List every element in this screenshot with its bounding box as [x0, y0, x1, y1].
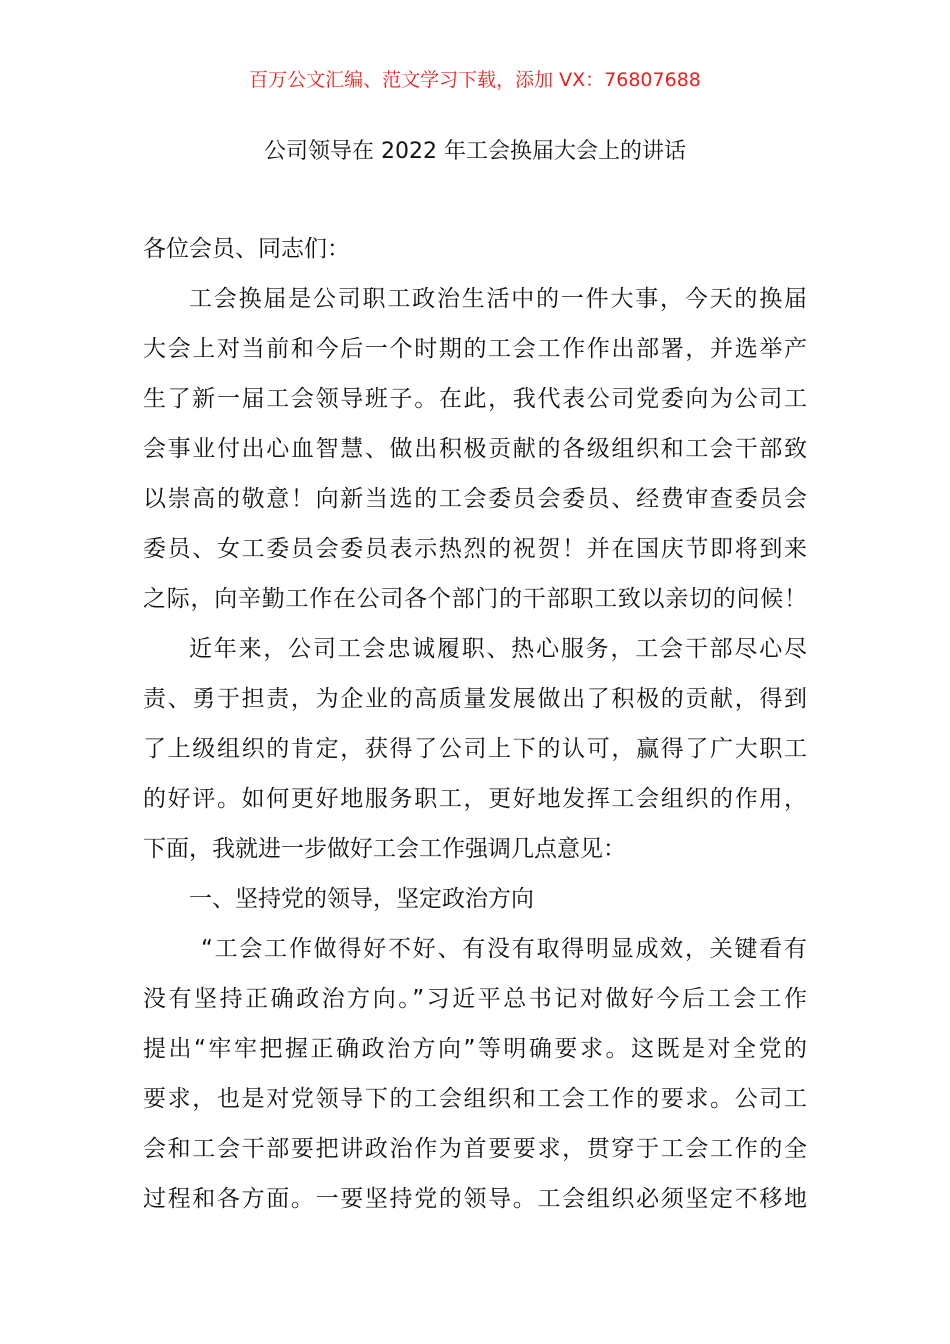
paragraph-3-line-5: 会和工会干部要把讲政治作为首要要求，贯穿于工会工作的全	[143, 1136, 807, 1162]
paragraph-1-line-3: 生了新一届工会领导班子。在此，我代表公司党委向为公司工	[143, 386, 807, 412]
paragraph-2-line-4: 的好评。如何更好地服务职工，更好地发挥工会组织的作用，	[143, 786, 807, 812]
paragraph-2-line-2: 责、勇于担责，为企业的高质量发展做出了积极的贡献，得到	[143, 686, 807, 712]
paragraph-3-line-4: 要求，也是对党领导下的工会组织和工会工作的要求。公司工	[143, 1086, 807, 1112]
paragraph-3-line-1: “工会工作做得好不好、有没有取得明显成效，关键看有	[201, 936, 807, 962]
download-banner: 百万公文汇编、范文学习下载，添加 VX：76807688	[249, 69, 701, 91]
paragraph-1-line-5: 以崇高的敬意！向新当选的工会委员会委员、经费审查委员会	[143, 486, 807, 512]
paragraph-3-line-3: 提出“牢牢把握正确政治方向”等明确要求。这既是对全党的	[143, 1036, 807, 1062]
paragraph-1-line-4: 会事业付出心血智慧、做出积极贡献的各级组织和工会干部致	[143, 436, 807, 462]
paragraph-1-line-7: 之际，向辛勤工作在公司各个部门的干部职工致以亲切的问候！	[143, 586, 807, 612]
document-title: 公司领导在 2022 年工会换届大会上的讲话	[264, 139, 686, 164]
paragraph-3-line-6: 过程和各方面。一要坚持党的领导。工会组织必须坚定不移地	[143, 1186, 807, 1212]
paragraph-2-line-3: 了上级组织的肯定，获得了公司上下的认可，赢得了广大职工	[143, 736, 807, 762]
paragraph-1-line-2: 大会上对当前和今后一个时期的工会工作作出部署，并选举产	[143, 336, 807, 362]
greeting-line: 各位会员、同志们：	[143, 236, 350, 262]
paragraph-2-line-5: 下面，我就进一步做好工会工作强调几点意见：	[143, 836, 626, 862]
paragraph-2-line-1: 近年来，公司工会忠诚履职、热心服务，工会干部尽心尽	[189, 636, 807, 662]
document-body	[143, 224, 807, 1224]
section-heading-1: 一、坚持党的领导，坚定政治方向	[189, 886, 534, 912]
paragraph-1-line-1: 工会换届是公司职工政治生活中的一件大事，今天的换届	[189, 286, 807, 312]
paragraph-1-line-6: 委员、女工委员会委员表示热烈的祝贺！并在国庆节即将到来	[143, 536, 807, 562]
paragraph-3-line-2: 没有坚持正确政治方向。”习近平总书记对做好今后工会工作	[143, 986, 807, 1012]
